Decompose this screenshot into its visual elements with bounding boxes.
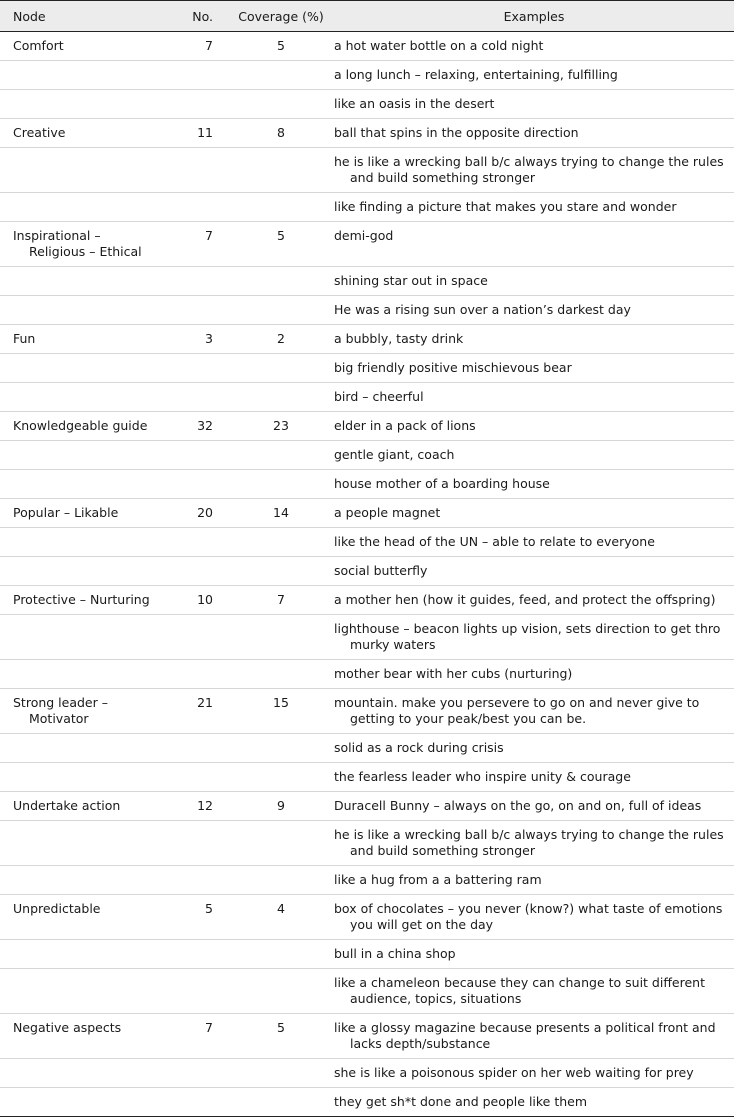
example-cell-text: like an oasis in the desert — [334, 96, 495, 111]
node-cell — [0, 1088, 166, 1117]
count-cell — [166, 383, 228, 412]
node-cell — [0, 528, 166, 557]
count-cell: 12 — [166, 792, 228, 821]
example-cell-text: demi-god — [334, 228, 394, 243]
example-cell-text: social butterfly — [334, 563, 428, 578]
example-cell — [334, 470, 734, 499]
node-cell — [0, 90, 166, 119]
coverage-cell — [228, 1088, 334, 1117]
table-row — [0, 61, 734, 90]
example-cell — [334, 32, 734, 61]
count-cell — [166, 1059, 228, 1088]
node-cell — [0, 1059, 166, 1088]
node-cell — [0, 470, 166, 499]
example-cell — [334, 296, 734, 325]
coverage-cell — [228, 821, 334, 866]
example-cell-text: He was a rising sun over a nation’s darkest day — [334, 302, 631, 317]
example-cell-text: he is like a wrecking ball b/c always trying to change the rules and build something stronger — [334, 154, 724, 185]
example-cell — [334, 586, 734, 615]
example-cell — [334, 325, 734, 354]
node-cell — [0, 940, 166, 969]
coverage-cell: 4 — [228, 895, 334, 940]
coverage-cell — [228, 969, 334, 1014]
node-cell — [0, 689, 166, 734]
example-cell-text: big friendly positive mischievous bear — [334, 360, 572, 375]
header-coverage: Coverage (%) — [228, 1, 334, 32]
coverage-cell — [228, 557, 334, 586]
table-body — [0, 32, 734, 1117]
coverage-cell: 8 — [228, 119, 334, 148]
node-cell-text: Comfort — [13, 38, 64, 53]
example-cell — [334, 792, 734, 821]
example-cell — [334, 660, 734, 689]
count-cell — [166, 821, 228, 866]
node-cell — [0, 557, 166, 586]
coverage-cell — [228, 148, 334, 193]
example-cell-text: lighthouse – beacon lights up vision, sets direction to get thro murky waters — [334, 621, 721, 652]
coverage-cell: 23 — [228, 412, 334, 441]
count-cell — [166, 969, 228, 1014]
table-row — [0, 586, 734, 615]
node-cell — [0, 32, 166, 61]
count-cell: 5 — [166, 895, 228, 940]
example-cell-text: shining star out in space — [334, 273, 488, 288]
example-cell-text: mother bear with her cubs (nurturing) — [334, 666, 573, 681]
coverage-cell — [228, 296, 334, 325]
table-row — [0, 90, 734, 119]
table-header — [0, 1, 734, 32]
count-cell — [166, 660, 228, 689]
header-node: Node — [0, 1, 166, 32]
node-cell-text: Fun — [13, 331, 36, 346]
count-cell — [166, 866, 228, 895]
example-cell-text: like a glossy magazine because presents a political front and lacks depth/substance — [334, 1020, 716, 1051]
node-cell — [0, 499, 166, 528]
example-cell — [334, 734, 734, 763]
example-cell — [334, 1088, 734, 1117]
table-row — [0, 383, 734, 412]
table-row — [0, 821, 734, 866]
node-cell — [0, 193, 166, 222]
node-cell-text: Negative aspects — [13, 1020, 122, 1035]
node-cell — [0, 325, 166, 354]
example-cell — [334, 557, 734, 586]
node-cell — [0, 969, 166, 1014]
example-cell — [334, 866, 734, 895]
count-cell — [166, 354, 228, 383]
table-row — [0, 412, 734, 441]
node-cell — [0, 895, 166, 940]
count-cell — [166, 528, 228, 557]
node-cell — [0, 222, 166, 267]
coverage-cell — [228, 383, 334, 412]
coverage-cell — [228, 660, 334, 689]
example-cell-text: she is like a poisonous spider on her web waiting for prey — [334, 1065, 694, 1080]
table-row — [0, 660, 734, 689]
example-cell — [334, 615, 734, 660]
node-cell-text: Unpredictable — [13, 901, 101, 916]
node-cell — [0, 267, 166, 296]
count-cell: 10 — [166, 586, 228, 615]
example-cell — [334, 193, 734, 222]
coverage-cell — [228, 267, 334, 296]
table-row — [0, 119, 734, 148]
example-cell — [334, 1014, 734, 1059]
table-row — [0, 1088, 734, 1117]
node-cell-text: Strong leader – Motivator — [13, 695, 108, 726]
node-cell — [0, 441, 166, 470]
coverage-cell: 15 — [228, 689, 334, 734]
table-row — [0, 222, 734, 267]
coverage-cell — [228, 866, 334, 895]
example-cell-text: elder in a pack of lions — [334, 418, 476, 433]
coverage-cell — [228, 193, 334, 222]
table-row — [0, 895, 734, 940]
count-cell — [166, 1088, 228, 1117]
example-cell — [334, 148, 734, 193]
coverage-cell — [228, 470, 334, 499]
node-cell-text: Popular – Likable — [13, 505, 119, 520]
example-cell-text: a long lunch – relaxing, entertaining, fulfilling — [334, 67, 618, 82]
example-cell — [334, 412, 734, 441]
count-cell: 3 — [166, 325, 228, 354]
example-cell-text: like finding a picture that makes you stare and wonder — [334, 199, 677, 214]
node-cell — [0, 296, 166, 325]
example-cell-text: box of chocolates – you never (know?) what taste of emotions you will get on the day — [334, 901, 723, 932]
table-row — [0, 499, 734, 528]
node-cell-text: Protective – Nurturing — [13, 592, 150, 607]
table-row — [0, 940, 734, 969]
count-cell — [166, 557, 228, 586]
coverage-cell: 5 — [228, 1014, 334, 1059]
header-examples: Examples — [334, 1, 734, 32]
node-cell — [0, 148, 166, 193]
coverage-cell: 2 — [228, 325, 334, 354]
count-cell: 7 — [166, 222, 228, 267]
table-row — [0, 792, 734, 821]
node-cell — [0, 412, 166, 441]
count-cell: 11 — [166, 119, 228, 148]
example-cell — [334, 354, 734, 383]
count-cell — [166, 615, 228, 660]
table-row — [0, 32, 734, 61]
coverage-cell — [228, 734, 334, 763]
example-cell — [334, 895, 734, 940]
node-cell — [0, 734, 166, 763]
table-row — [0, 1014, 734, 1059]
example-cell-text: like a hug from a a battering ram — [334, 872, 542, 887]
table-row — [0, 866, 734, 895]
example-cell-text: like a chameleon because they can change to suit different audience, topics, situations — [334, 975, 706, 1006]
node-cell-text: Inspirational – Religious – Ethical — [13, 228, 142, 259]
count-cell: 21 — [166, 689, 228, 734]
node-cell — [0, 821, 166, 866]
count-cell — [166, 193, 228, 222]
coverage-cell: 7 — [228, 586, 334, 615]
count-cell — [166, 763, 228, 792]
node-cell — [0, 383, 166, 412]
table-row — [0, 1059, 734, 1088]
count-cell — [166, 148, 228, 193]
example-cell — [334, 119, 734, 148]
count-cell — [166, 470, 228, 499]
table-row — [0, 557, 734, 586]
header-no: No. — [166, 1, 228, 32]
count-cell: 32 — [166, 412, 228, 441]
table-row — [0, 734, 734, 763]
example-cell-text: house mother of a boarding house — [334, 476, 550, 491]
example-cell-text: the fearless leader who inspire unity & courage — [334, 769, 631, 784]
example-cell-text: a mother hen (how it guides, feed, and protect the offspring) — [334, 592, 716, 607]
example-cell-text: he is like a wrecking ball b/c always trying to change the rules and build something stronger — [334, 827, 724, 858]
example-cell — [334, 267, 734, 296]
example-cell — [334, 940, 734, 969]
coverage-cell — [228, 441, 334, 470]
example-cell-text: bull in a china shop — [334, 946, 456, 961]
node-cell — [0, 1014, 166, 1059]
node-cell — [0, 354, 166, 383]
example-cell — [334, 383, 734, 412]
example-cell — [334, 528, 734, 557]
coverage-cell: 9 — [228, 792, 334, 821]
count-cell: 7 — [166, 32, 228, 61]
table-row — [0, 615, 734, 660]
coverage-cell — [228, 528, 334, 557]
example-cell — [334, 61, 734, 90]
node-cell — [0, 792, 166, 821]
coverage-cell — [228, 615, 334, 660]
table-row — [0, 528, 734, 557]
coverage-cell: 5 — [228, 32, 334, 61]
example-cell-text: a people magnet — [334, 505, 441, 520]
count-cell — [166, 734, 228, 763]
node-cell-text: Knowledgeable guide — [13, 418, 148, 433]
node-cell — [0, 660, 166, 689]
table-row — [0, 296, 734, 325]
example-cell — [334, 689, 734, 734]
count-cell — [166, 441, 228, 470]
coverage-cell — [228, 1059, 334, 1088]
example-cell — [334, 499, 734, 528]
table-row — [0, 267, 734, 296]
table-row — [0, 470, 734, 499]
header-row — [0, 1, 734, 32]
example-cell-text: solid as a rock during crisis — [334, 740, 504, 755]
example-cell — [334, 222, 734, 267]
coverage-cell — [228, 354, 334, 383]
example-cell — [334, 969, 734, 1014]
count-cell — [166, 296, 228, 325]
table-row — [0, 325, 734, 354]
table-row — [0, 441, 734, 470]
example-cell-text: mountain. make you persevere to go on and never give to getting to your peak/best you can be. — [334, 695, 700, 726]
coverage-cell: 5 — [228, 222, 334, 267]
node-cell-text: Undertake action — [13, 798, 121, 813]
node-cell — [0, 586, 166, 615]
table-row — [0, 969, 734, 1014]
coverage-cell: 14 — [228, 499, 334, 528]
node-cell-text: Creative — [13, 125, 66, 140]
node-cell — [0, 866, 166, 895]
table-row — [0, 148, 734, 193]
example-cell-text: Duracell Bunny – always on the go, on and on, full of ideas — [334, 798, 702, 813]
example-cell — [334, 763, 734, 792]
example-cell-text: gentle giant, coach — [334, 447, 455, 462]
count-cell — [166, 940, 228, 969]
example-cell — [334, 90, 734, 119]
count-cell — [166, 90, 228, 119]
example-cell-text: a bubbly, tasty drink — [334, 331, 464, 346]
table-row — [0, 763, 734, 792]
example-cell-text: they get sh*t done and people like them — [334, 1094, 588, 1109]
count-cell: 20 — [166, 499, 228, 528]
example-cell-text: a hot water bottle on a cold night — [334, 38, 544, 53]
node-cell — [0, 615, 166, 660]
example-cell-text: bird – cheerful — [334, 389, 424, 404]
example-cell-text: like the head of the UN – able to relate to everyone — [334, 534, 655, 549]
table-row — [0, 354, 734, 383]
example-cell-text: ball that spins in the opposite direction — [334, 125, 579, 140]
table-row — [0, 689, 734, 734]
coverage-cell — [228, 90, 334, 119]
coverage-cell — [228, 61, 334, 90]
example-cell — [334, 1059, 734, 1088]
example-cell — [334, 821, 734, 866]
example-cell — [334, 441, 734, 470]
node-cell — [0, 61, 166, 90]
coverage-cell — [228, 763, 334, 792]
count-cell: 7 — [166, 1014, 228, 1059]
coverage-cell — [228, 940, 334, 969]
node-cell — [0, 119, 166, 148]
count-cell — [166, 267, 228, 296]
count-cell — [166, 61, 228, 90]
node-cell — [0, 763, 166, 792]
table-row — [0, 193, 734, 222]
